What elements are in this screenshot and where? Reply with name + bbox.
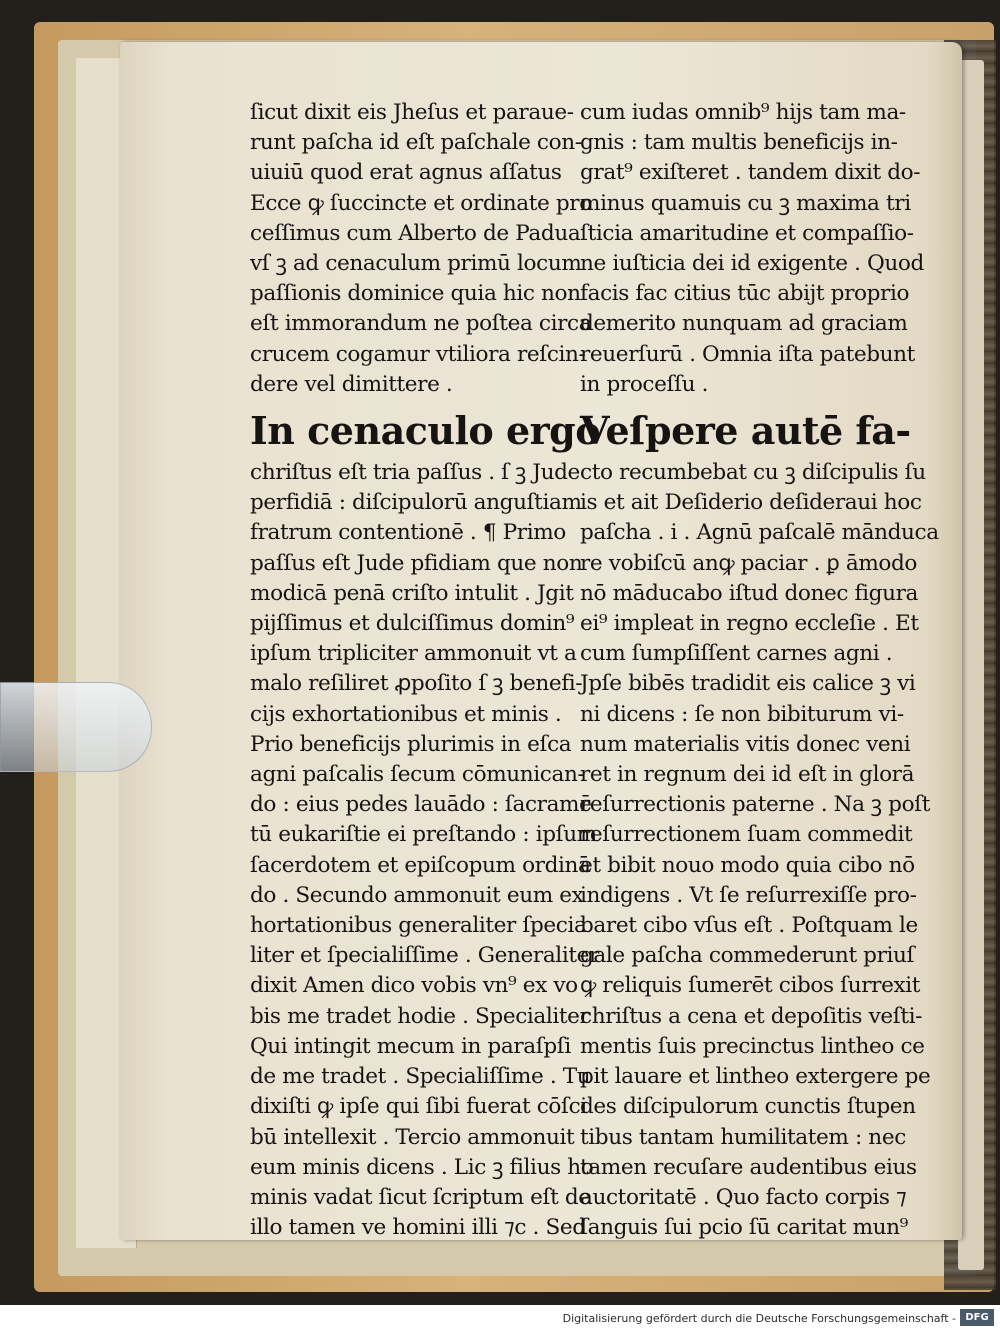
text-line: do . Secundo ammonuit eum ex	[250, 882, 584, 908]
text-line: perfidiā : diſcipulorū anguſtiam	[250, 490, 582, 516]
text-line: paſſus eſt Jude pfidiam que non	[250, 550, 583, 576]
text-line: eum minis dicens . Lic ꝫ filius ho	[250, 1154, 594, 1180]
text-line: ſanguis ſui pcio ſū caritat mun⁹	[580, 1215, 908, 1241]
text-line: pijſſimus et dulciſſimus domin⁹	[250, 611, 575, 637]
text-line: tamen recuſare audentibus eius	[580, 1154, 917, 1180]
text-line: re vobiſcū anꝙ paciar . ꝑ āmodo	[580, 550, 918, 576]
text-line: reſurrectionis paterne . Na ꝫ poſt	[580, 792, 931, 818]
text-line: nō māducabo iſtud donec figura	[580, 580, 918, 606]
left-column	[250, 98, 601, 1243]
text-line: chriſtus a cena et depoſitis veſti-	[580, 1003, 923, 1029]
right-column-body-text	[580, 458, 939, 1243]
text-line: illo tamen ve homini illi ⁊c . Sed	[250, 1215, 586, 1241]
text-line: chriſtus eſt tria paſſus . ſ ꝫ Jude	[250, 460, 580, 486]
text-line: hortationibus generaliter ſpecia	[250, 913, 587, 939]
text-line: crucem cogamur vtiliora reſcin-	[250, 341, 586, 367]
right-column	[580, 98, 939, 1243]
text-line: reuerſurū . Omnia iſta patebunt	[580, 341, 915, 367]
text-line: facis fac citius tūc abijt proprio	[580, 281, 910, 307]
text-line: paſcha . i . Agnū paſcalē mānduca	[580, 520, 939, 546]
text-line: do : eius pedes lauādo : ſacramē	[250, 792, 592, 818]
text-line: pit lauare et lintheo extergere pe	[580, 1064, 931, 1090]
text-line: ſticia amaritudine et compaſſio-	[580, 220, 914, 246]
text-line: ret in regnum dei id eſt in glorā	[580, 762, 915, 788]
text-line: liter et ſpecialiſſime . Generaliter	[250, 943, 599, 969]
text-line: runt paſcha id eſt paſchale con-	[250, 130, 582, 156]
text-line: ſacerdotem et epiſcopum ordinā	[250, 852, 591, 878]
text-line: ꝙ reliquis ſumerēt cibos ſurrexit	[580, 973, 921, 999]
left-column-body-text	[250, 458, 599, 1243]
text-line: minus quamuis cu ꝫ maxima tri	[580, 190, 911, 216]
text-line: tū eukariſtie ei preſtando : ipſum	[250, 822, 597, 848]
text-line: baret cibo vſus eſt . Poſtquam le	[580, 913, 918, 939]
text-line: Jpſe bibēs tradidit eis calice ꝫ vi	[580, 671, 916, 697]
text-line: ne iuſticia dei id exigente . Quod	[580, 251, 924, 277]
text-line: ceſſimus cum Alberto de Padua	[250, 220, 581, 246]
left-column-top-text	[250, 98, 592, 400]
glass-page-holder	[0, 682, 152, 772]
text-line: de me tradet . Specialiſſime . Tu	[250, 1064, 591, 1090]
text-line: dixit Amen dico vobis vn⁹ ex vo	[250, 973, 578, 999]
text-line: des diſcipulorum cunctis ſtupen	[580, 1094, 916, 1120]
text-line: dere vel dimittere .	[250, 371, 453, 397]
right-column-top-text	[580, 98, 924, 400]
text-line: cijs exhortationibus et minis .	[250, 701, 562, 727]
text-line: eſt immorandum ne poſtea circa	[250, 311, 592, 337]
text-line: ei⁹ impleat in regno eccleſie . Et	[580, 611, 919, 637]
text-line: auctoritatē . Quo facto corpis ⁊	[580, 1184, 907, 1210]
text-line: Qui intingit mecum in paraſpſi	[250, 1033, 571, 1059]
right-heading: Veſpere autē fa-	[580, 408, 911, 454]
text-line: cum ſumpſiſſent carnes agni .	[580, 641, 893, 667]
text-line: paſſionis dominice quia hic non	[250, 281, 581, 307]
text-line: grat⁹ exiſteret . tandem dixit do-	[580, 160, 921, 186]
text-line: Prio beneficijs plurimis in eſca	[250, 731, 572, 757]
text-line: modicā penā criſto intulit . Jgit	[250, 580, 574, 606]
text-line: agni paſcalis ſecum cōmunican-	[250, 762, 585, 788]
text-line: cto recumbebat cu ꝫ diſcipulis ſu	[580, 460, 926, 486]
text-line: is et ait Deſiderio deſideraui hoc	[580, 490, 922, 516]
text-line: dixiſti ꝙ ipſe qui ſibi fuerat cōſci	[250, 1094, 587, 1120]
text-line: vſ ꝫ ad cenaculum primū locum	[250, 251, 582, 277]
text-line: bis me tradet hodie . Specialiter	[250, 1003, 590, 1029]
text-line: uiuiū quod erat agnus aſſatus	[250, 160, 562, 186]
text-line: tibus tantam humilitatem : nec	[580, 1124, 906, 1150]
text-line: et bibit nouo modo quia cibo nō	[580, 852, 915, 878]
text-line: gale paſcha commederunt priuſ	[580, 943, 915, 969]
text-line: ſicut dixit eis Jheſus et paraue-	[250, 100, 574, 125]
left-heading: In cenaculo ergo	[250, 408, 601, 454]
text-line: ipſum tripliciter ammonuit vt a	[250, 641, 577, 667]
text-line: malo reſiliret ꝓpoſito ſ ꝫ benefi-	[250, 671, 583, 697]
text-line: fratrum contentionē . ¶ Primo	[250, 520, 566, 546]
text-line: demerito nunquam ad graciam	[580, 311, 908, 337]
text-line: minis vadat ſicut ſcriptum eſt de	[250, 1184, 591, 1210]
text-line: in proceſſu .	[580, 371, 709, 397]
text-line: num materialis vitis donec veni	[580, 731, 911, 757]
text-line: ni dicens : ſe non bibiturum vi-	[580, 701, 904, 727]
text-line: mentis ſuis precinctus lintheo ce	[580, 1033, 925, 1059]
text-line: reſurrectionem ſuam commedit	[580, 822, 913, 848]
text-line: cum iudas omnib⁹ hijs tam ma-	[580, 100, 906, 125]
text-line: Ecce ꝙ ſuccincte et ordinate pro	[250, 190, 592, 216]
text-line: bū intellexit . Tercio ammonuit	[250, 1124, 575, 1150]
dfg-logo: DFG	[960, 1309, 994, 1326]
text-line: indigens . Vt ſe reſurrexiſſe pro-	[580, 882, 917, 908]
text-line: gnis : tam multis beneficijs in-	[580, 130, 898, 156]
funding-credit: Digitalisierung gefördert durch die Deutsche Forschungsgemeinschaft -	[562, 1312, 956, 1325]
